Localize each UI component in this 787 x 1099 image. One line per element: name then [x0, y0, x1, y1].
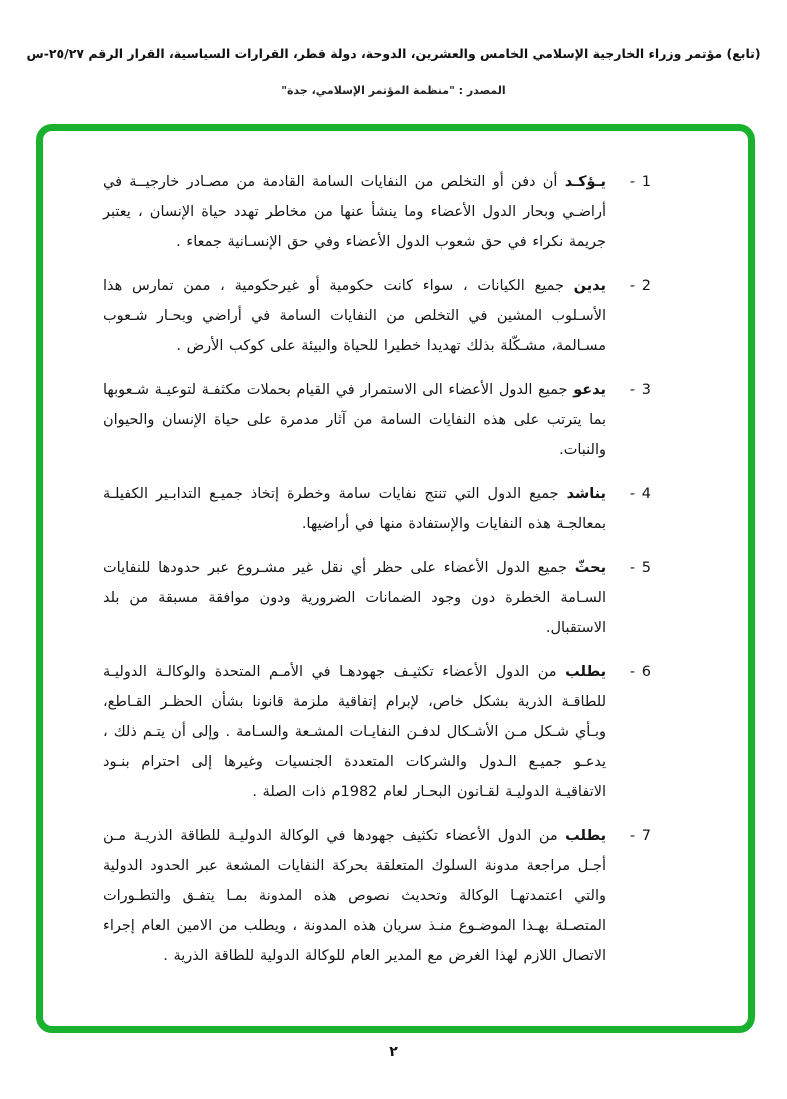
paragraph-lead: يطلب	[565, 664, 607, 680]
paragraph-body: جميع الكيانات ، سواء كانت حكومية أو غيرحكومية ، ممن تمارس هذا الأسـلوب المشين في التخلص من النفايات السامة في أراضي وبحـار شـعوب مسـالمة، مشـكّلة بذلك تهديدا خطيرا للحياة والبيئة على كوكب الأرض .	[103, 278, 606, 354]
paragraph-body: جميع الدول الأعضاء على حظر أي نقل غير مشـروع عبر حدودها للنفايات السـامة الخطرة دون وجود الضمانات الضرورية ودون موافقة مسبقة من بلد الاستقبال.	[103, 560, 606, 636]
document-header: (تابع) مؤتمر وزراء الخارجية الإسلامي الخامس والعشرين، الدوحة، دولة قطر، القرارات السياسية، القرار الرقم ٢٥/٢٧-س	[26, 46, 761, 61]
paragraph-body: جميع الدول الأعضاء الى الاستمرار في القيام بحملات مكثفـة لتوعيـة شـعوبها بما يترتب على هذه النفايات السامة من آثار مدمرة على حياة الإنسان والحيوان والنبات.	[103, 382, 606, 458]
resolution-paragraph-3	[103, 375, 652, 465]
paragraph-number: 6 -	[629, 664, 652, 680]
paragraph-number: 7 -	[629, 828, 652, 844]
paragraph-text	[103, 479, 606, 539]
paragraph-lead: يطلب	[565, 828, 607, 844]
resolution-paragraph-2	[103, 271, 652, 361]
resolution-paragraph-4	[103, 479, 652, 539]
paragraph-lead: يـؤكـد	[564, 174, 606, 190]
paragraph-body: جميع الدول التي تنتج نفايات سامة وخطرة إتخاذ جميـع التدابـير الكفيلـة بمعالجـة هذه النفايات والإستفادة منها في أراضيها.	[103, 486, 606, 532]
paragraph-text	[103, 375, 606, 465]
paragraph-lead: يحثّ	[574, 560, 607, 576]
paragraph-number: 5 -	[629, 560, 652, 576]
resolution-paragraph-7	[103, 821, 652, 971]
paragraph-text	[103, 271, 606, 361]
resolution-paragraph-1	[103, 167, 652, 257]
paragraph-number: 2 -	[629, 278, 652, 294]
source-line: المصدر : "منظمة المؤتمر الإسلامي، جدة"	[281, 84, 506, 97]
resolution-paragraph-5	[103, 553, 652, 643]
paragraph-lead: يناشد	[566, 486, 607, 502]
content-border	[36, 124, 755, 1033]
paragraph-number: 4 -	[629, 486, 652, 502]
resolution-paragraph-6	[103, 657, 652, 807]
paragraph-body: من الدول الأعضاء تكثيـف جهودهـا في الأمـم المتحدة والوكالـة الدوليـة للطاقـة الذرية بشكل خاص، لإبرام إتفاقية ملزمة قانونا بشأن الحظـر القـاطع، وبـأي شـكل مـن الأشـكال لدفـن النفايـات المشـعة والسـامة . وإلى أن يتـم ذلك ، يدعـو جميـع الـدول والشركات المتعددة الجنسيات وغيرها إلى احترام بنـود الاتفاقيـة الدوليـة لقـانون البحـار لعام 1982م ذات الصلة .	[103, 664, 606, 800]
page-number: ٢	[389, 1044, 398, 1060]
paragraph-body: أن دفن أو التخلص من النفايات السامة القادمة من مصـادر خارجيــة في أراضـي وبحار الدول الأعضاء وما ينشأ عنها من مخاطر تهدد حياة الإنسان ، يعتبر جريمة نكراء في حق شعوب الدول الأعضاء وفي حق الإنسـانية جمعاء .	[103, 174, 606, 250]
paragraph-number: 1 -	[629, 174, 652, 190]
paragraph-text	[103, 821, 606, 971]
paragraph-lead: يدين	[573, 278, 606, 294]
paragraph-body: من الدول الأعضاء تكثيف جهودها في الوكالة الدوليـة للطاقة الذريـة مـن أجـل مراجعة مدونة السلوك المتعلقة بحركة النفايات المشعة عبر الحدود الدولية والتي اعتمدتهـا الوكالة وتحديث نصوص هذه المدونة بمـا يتفـق والتطـورات المتصـلة بهـذا الموضـوع منـذ سريان هذه المدونة ، ويطلب من الامين العام إجراء الاتصال اللازم لهذا الغرض مع المدير العام للوكالة الدولية للطاقة الذرية .	[103, 828, 606, 964]
paragraph-text	[103, 657, 606, 807]
paragraph-lead: يدعو	[573, 382, 607, 398]
paragraph-text	[103, 167, 606, 257]
paragraph-text	[103, 553, 606, 643]
paragraph-number: 3 -	[629, 382, 652, 398]
